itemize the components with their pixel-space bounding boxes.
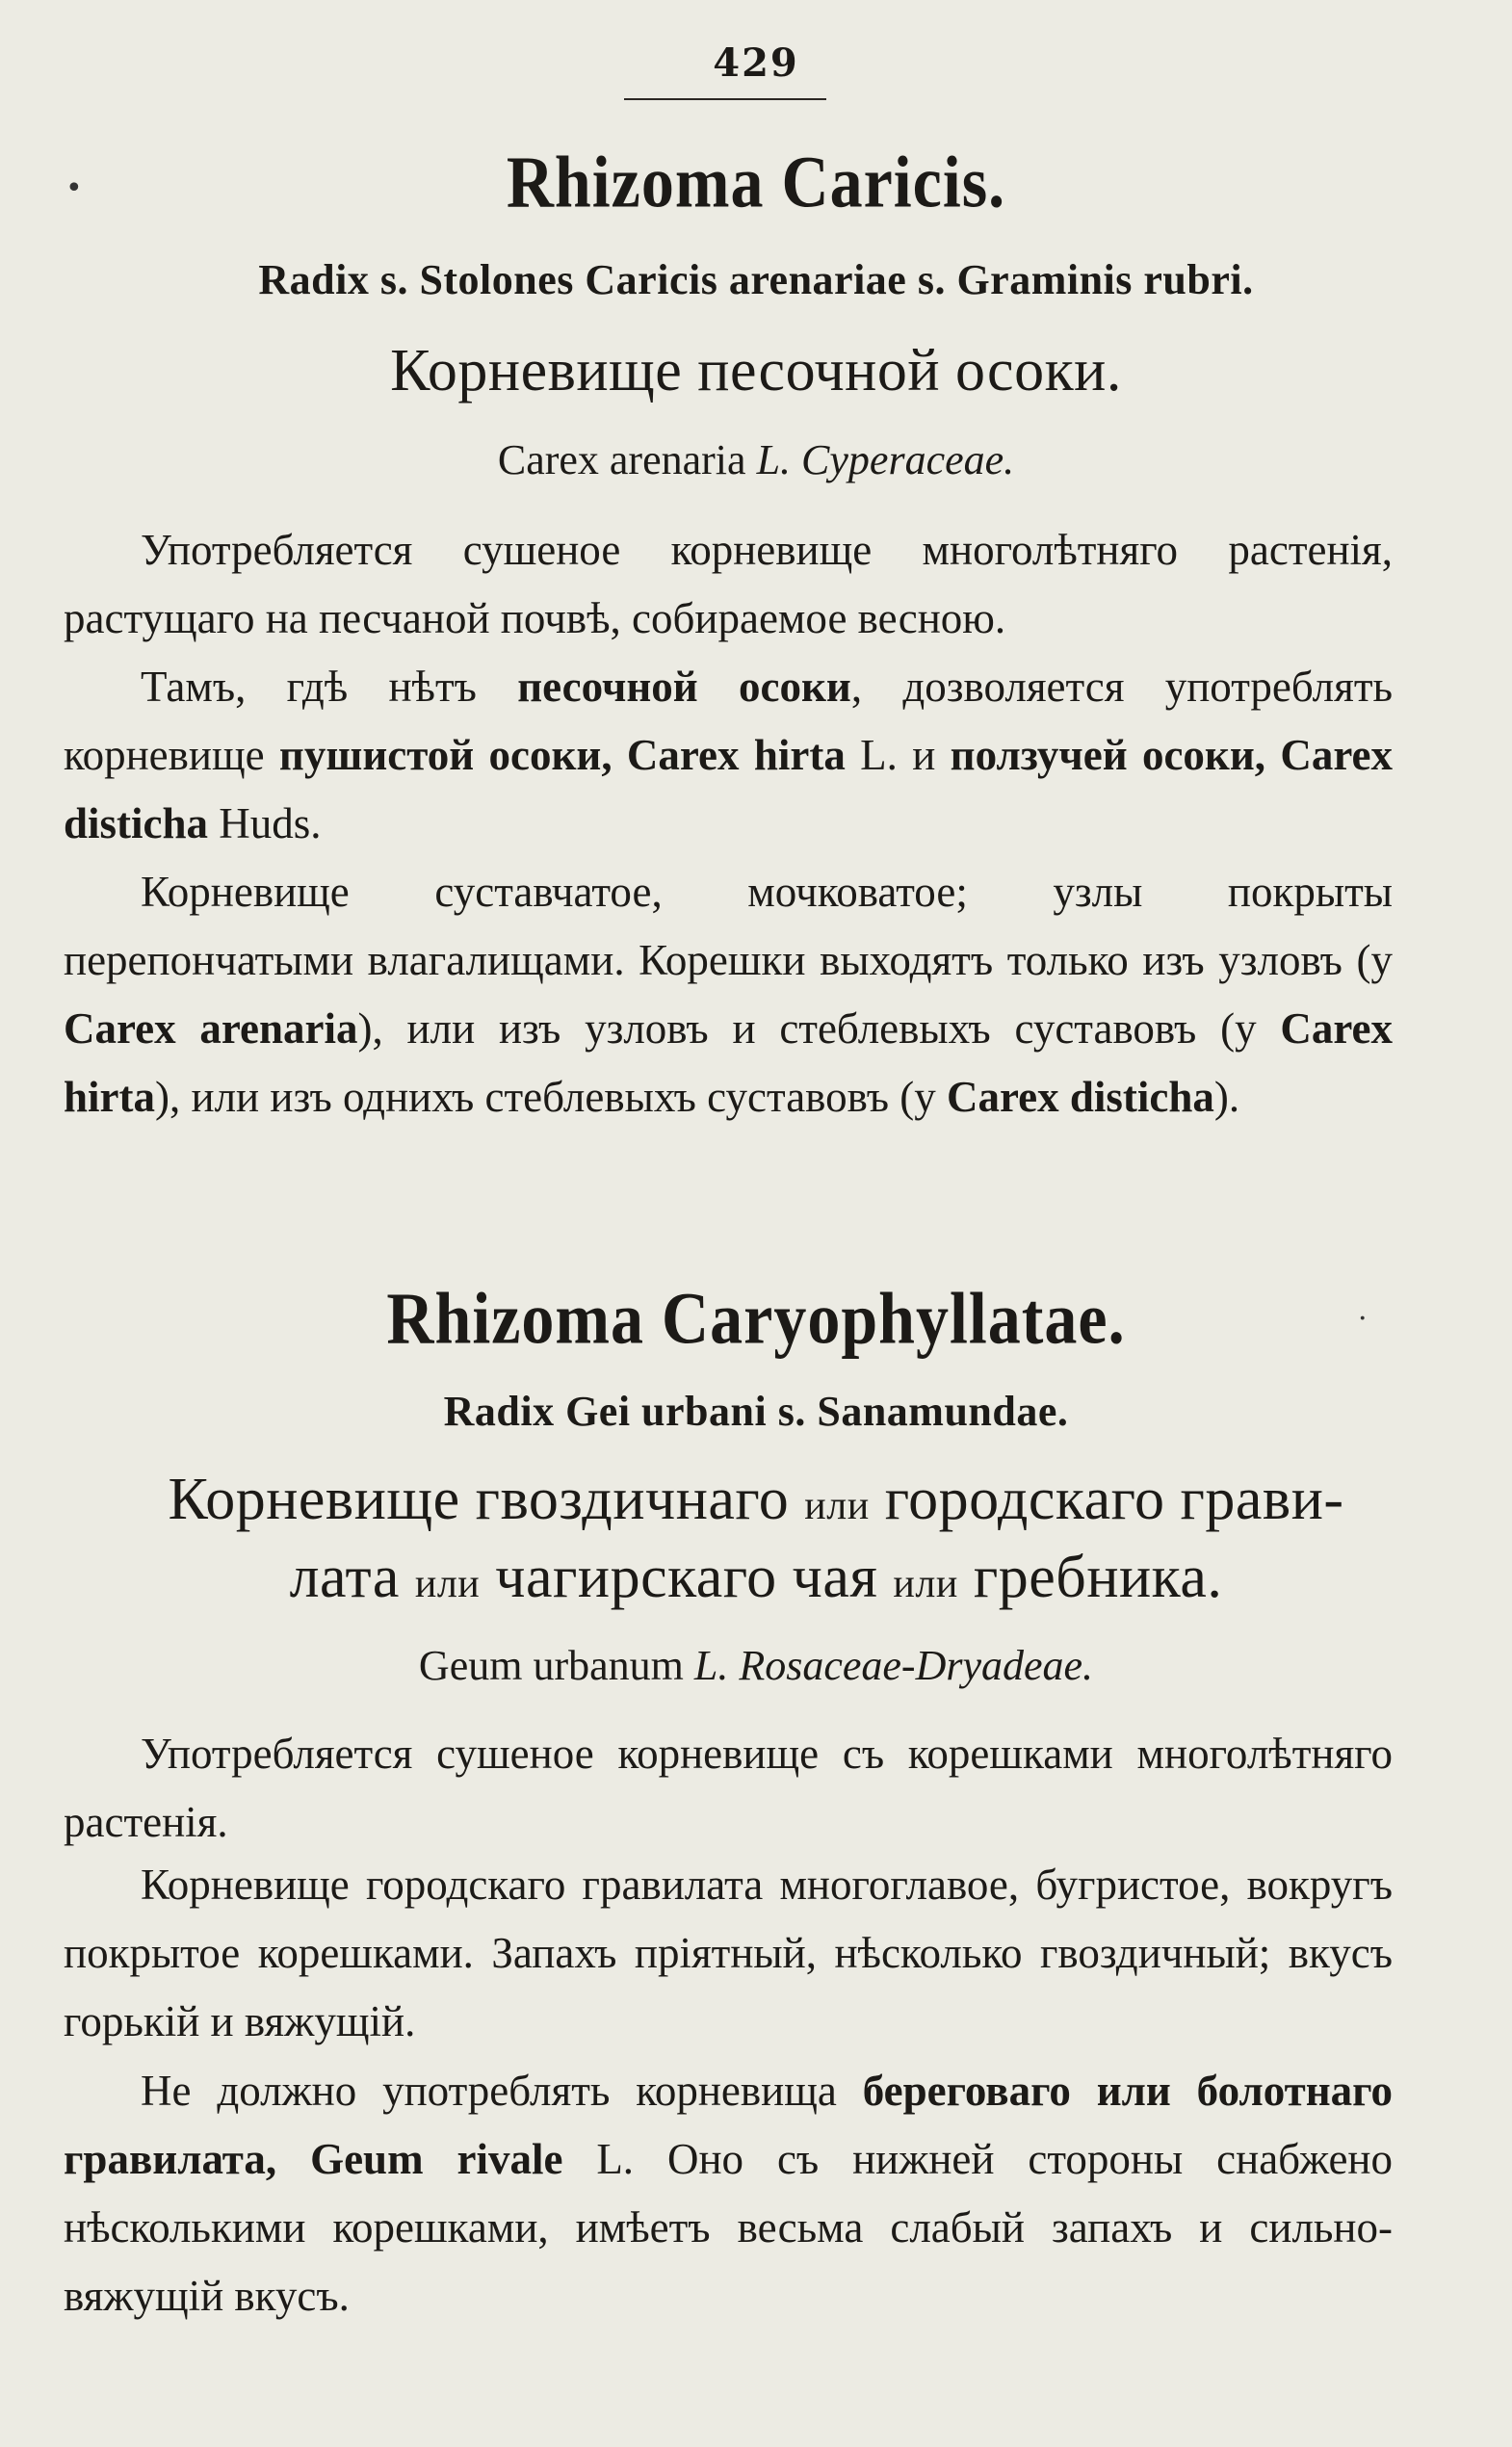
text-run: ), или изъ узловъ и стеблевыхъ суставовъ (у <box>357 1004 1281 1053</box>
text-run: L. Оно съ нижней стороны снабжено нѣсколькими корешками, имѣетъ весьма слабый запахъ и сильно-вяжущій вкусъ. <box>64 2135 1393 2320</box>
page-number: 429 <box>713 40 799 86</box>
title-run: чагирскаго чая <box>480 1545 894 1610</box>
print-speck: · <box>1358 1302 1368 1336</box>
bold-run: ползучей осоки, Carex disticha <box>64 731 1393 847</box>
title-run: городскаго грави- <box>869 1467 1344 1532</box>
latin-author-family: L. Rosaceae-Dryadeae. <box>693 1642 1094 1689</box>
bold-run: Carex hirta <box>64 1004 1393 1121</box>
page-number-rule <box>624 98 826 100</box>
title-or: или <box>804 1484 870 1528</box>
paragraph-caricis-1 <box>64 516 1393 653</box>
paragraph-caryophyllatae-2 <box>64 1851 1393 2056</box>
text-run: L. и <box>845 731 951 779</box>
section-title-caricis: Rhizoma Caricis. <box>506 141 1006 223</box>
section-subtitle-caricis: Radix s. Stolones Caricis arenariae s. Graminis rubri. <box>258 256 1254 303</box>
paragraph-caryophyllatae-1 <box>64 1720 1393 1857</box>
text-run: Huds. <box>208 799 322 847</box>
latin-name-caryophyllatae <box>0 1641 1512 1690</box>
section-title-caryophyllatae: Rhizoma Caryophyllatae. <box>386 1277 1126 1360</box>
paragraph-caricis-2 <box>64 653 1393 858</box>
text-run: , дозволяется употреблять корневище <box>64 663 1394 779</box>
title-run: Корневище гвоздичнаго <box>168 1467 805 1532</box>
print-speck: • <box>65 171 83 205</box>
paragraph-text: Корневище городскаго гравилата многоглавое, бугристое, вокругъ покрытое корешками. Запахъ пріятный, нѣсколько гвоздичный; вкусъ горькій и вяжущій. <box>64 1861 1393 2045</box>
latin-author-family: L. Cyperaceae. <box>756 436 1015 483</box>
latin-species: Geum urbanum <box>418 1642 684 1689</box>
title-or: или <box>893 1562 958 1606</box>
section-subtitle-caryophyllatae: Radix Gei urbani s. Sanamundae. <box>443 1388 1069 1435</box>
paragraph-text: Употребляется сушеное корневище съ корешками многолѣтняго растенія. <box>64 1730 1393 1846</box>
title-or: или <box>414 1562 481 1606</box>
text-run: Корневище суставчатое, мочковатое; узлы покрыты перепончатыми влагалищами. Корешки выходятъ только изъ узловъ (у <box>64 868 1393 984</box>
title-run: лата <box>289 1545 415 1610</box>
text-run: Тамъ, гдѣ нѣтъ <box>141 663 518 711</box>
bold-run: Carex disticha <box>947 1073 1214 1121</box>
text-run: ). <box>1213 1073 1240 1121</box>
text-run: Не должно употреблять корневища <box>141 2067 863 2115</box>
bold-run: Carex arenaria <box>64 1004 358 1053</box>
russian-title-caryophyllatae-line1 <box>0 1466 1512 1534</box>
latin-species: Carex arenaria <box>497 436 746 483</box>
bold-run: песочной осоки <box>517 663 851 711</box>
russian-title-caryophyllatae-line2 <box>0 1544 1512 1612</box>
text-run: ), или изъ однихъ стеблевыхъ суставовъ (у <box>155 1073 947 1121</box>
russian-title-caricis: Корневище песочной осоки. <box>390 338 1122 403</box>
paragraph-caryophyllatae-3 <box>64 2057 1393 2330</box>
bold-run: пушистой осоки, Carex hirta <box>278 731 846 779</box>
bold-run: береговаго или болотнаго гравилата, Geum rivale <box>64 2067 1393 2183</box>
title-run: гребника. <box>957 1545 1223 1610</box>
latin-name-caricis <box>0 435 1512 484</box>
paragraph-text: Употребляется сушеное корневище многолѣтняго растенія, растущаго на песчаной почвѣ, собираемое весною. <box>64 526 1393 642</box>
paragraph-caricis-3 <box>64 858 1393 1132</box>
